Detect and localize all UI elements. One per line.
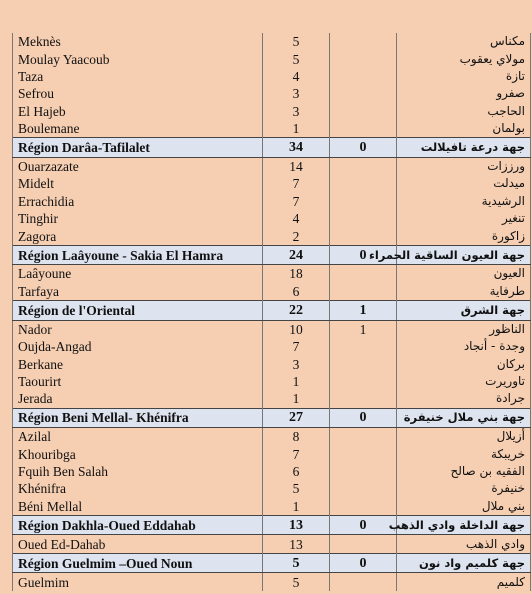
arabic-name-cell: بركان — [397, 355, 531, 372]
table-row — [13, 355, 531, 372]
arabic-name-cell: خنيفرة — [397, 480, 531, 497]
secondary-count-cell — [330, 498, 397, 516]
table-row — [13, 193, 531, 210]
secondary-count-cell: 0 — [330, 245, 397, 265]
count-cell: 7 — [263, 175, 330, 192]
count-cell: 1 — [263, 373, 330, 390]
secondary-count-cell — [330, 573, 397, 591]
arabic-name-cell: الرشيدية — [397, 193, 531, 210]
french-name-cell: Oujda-Angad — [13, 338, 263, 355]
secondary-count-cell — [330, 50, 397, 67]
count-cell: 2 — [263, 227, 330, 245]
french-name-cell: Région Beni Mellal- Khénifra — [13, 408, 263, 428]
arabic-name-cell: جهة الشرق — [397, 301, 531, 321]
secondary-count-cell: 1 — [330, 301, 397, 321]
french-name-cell: Fquih Ben Salah — [13, 463, 263, 480]
french-name-cell: Azilal — [13, 428, 263, 446]
arabic-name-cell: جهة بني ملال خنيفرة — [397, 408, 531, 428]
arabic-name-cell: جهة درعة تافيلالت — [397, 138, 531, 158]
secondary-count-cell — [330, 428, 397, 446]
table-row — [13, 320, 531, 338]
count-cell: 18 — [263, 265, 330, 283]
count-cell: 7 — [263, 193, 330, 210]
french-name-cell: Tarfaya — [13, 283, 263, 301]
secondary-count-cell — [330, 338, 397, 355]
french-name-cell: Zagora — [13, 227, 263, 245]
secondary-count-cell: 1 — [330, 320, 397, 338]
arabic-name-cell: الفقيه بن صالح — [397, 463, 531, 480]
count-cell: 5 — [263, 480, 330, 497]
secondary-count-cell — [330, 193, 397, 210]
french-name-cell: Béni Mellal — [13, 498, 263, 516]
secondary-count-cell — [330, 535, 397, 553]
count-cell: 5 — [263, 573, 330, 591]
arabic-name-cell: خريبكة — [397, 445, 531, 462]
secondary-count-cell — [330, 373, 397, 390]
table-row — [13, 283, 531, 301]
arabic-name-cell: جهة كلميم واد نون — [397, 553, 531, 573]
secondary-count-cell — [330, 157, 397, 175]
arabic-name-cell: الناظور — [397, 320, 531, 338]
table-row — [13, 210, 531, 227]
table-row — [13, 445, 531, 462]
count-cell: 10 — [263, 320, 330, 338]
count-cell: 5 — [263, 553, 330, 573]
arabic-name-cell: مكناس — [397, 33, 531, 50]
french-name-cell: Meknès — [13, 33, 263, 50]
secondary-count-cell — [330, 265, 397, 283]
secondary-count-cell: 0 — [330, 553, 397, 573]
french-name-cell: Région Guelmim –Oued Noun — [13, 553, 263, 573]
secondary-count-cell — [330, 355, 397, 372]
secondary-count-cell — [330, 120, 397, 138]
french-name-cell: Région de l'Oriental — [13, 301, 263, 321]
secondary-count-cell — [330, 390, 397, 408]
region-header-row — [13, 138, 531, 158]
arabic-name-cell: كلميم — [397, 573, 531, 591]
table-row — [13, 265, 531, 283]
count-cell: 1 — [263, 120, 330, 138]
french-name-cell: Guelmim — [13, 573, 263, 591]
table-row — [13, 480, 531, 497]
count-cell: 3 — [263, 85, 330, 102]
secondary-count-cell — [330, 480, 397, 497]
secondary-count-cell: 0 — [330, 138, 397, 158]
arabic-name-cell: مولاي يعقوب — [397, 50, 531, 67]
table-row — [13, 68, 531, 85]
count-cell: 3 — [263, 103, 330, 120]
table-body — [13, 33, 531, 591]
table-row — [13, 227, 531, 245]
french-name-cell: Midelt — [13, 175, 263, 192]
arabic-name-cell: طرفاية — [397, 283, 531, 301]
table-row — [13, 120, 531, 138]
count-cell: 13 — [263, 535, 330, 553]
secondary-count-cell — [330, 68, 397, 85]
count-cell: 13 — [263, 515, 330, 535]
regional-cases-table-wrapper — [12, 33, 526, 591]
arabic-name-cell: وجدة - أنجاد — [397, 338, 531, 355]
table-row — [13, 390, 531, 408]
arabic-name-cell: تازة — [397, 68, 531, 85]
french-name-cell: Khénifra — [13, 480, 263, 497]
region-header-row — [13, 245, 531, 265]
arabic-name-cell: زاكورة — [397, 227, 531, 245]
count-cell: 6 — [263, 463, 330, 480]
secondary-count-cell — [330, 445, 397, 462]
table-row — [13, 463, 531, 480]
french-name-cell: Moulay Yaacoub — [13, 50, 263, 67]
secondary-count-cell: 0 — [330, 515, 397, 535]
french-name-cell: Sefrou — [13, 85, 263, 102]
arabic-name-cell: الحاجب — [397, 103, 531, 120]
table-row — [13, 573, 531, 591]
table-row — [13, 157, 531, 175]
count-cell: 6 — [263, 283, 330, 301]
secondary-count-cell — [330, 463, 397, 480]
arabic-name-cell: ميدلت — [397, 175, 531, 192]
arabic-name-cell: أزيلال — [397, 428, 531, 446]
count-cell: 1 — [263, 498, 330, 516]
region-header-row — [13, 301, 531, 321]
table-row — [13, 338, 531, 355]
french-name-cell: Nador — [13, 320, 263, 338]
french-name-cell: Région Laâyoune - Sakia El Hamra — [13, 245, 263, 265]
count-cell: 4 — [263, 210, 330, 227]
french-name-cell: Ouarzazate — [13, 157, 263, 175]
french-name-cell: Errachidia — [13, 193, 263, 210]
count-cell: 14 — [263, 157, 330, 175]
arabic-name-cell: وادي الذهب — [397, 535, 531, 553]
count-cell: 4 — [263, 68, 330, 85]
french-name-cell: Laâyoune — [13, 265, 263, 283]
count-cell: 3 — [263, 355, 330, 372]
region-header-row — [13, 515, 531, 535]
arabic-name-cell: بولمان — [397, 120, 531, 138]
table-row — [13, 175, 531, 192]
french-name-cell: Tinghir — [13, 210, 263, 227]
table-row — [13, 33, 531, 50]
region-header-row — [13, 408, 531, 428]
count-cell: 5 — [263, 50, 330, 67]
table-row — [13, 85, 531, 102]
table-row — [13, 103, 531, 120]
secondary-count-cell — [330, 175, 397, 192]
arabic-name-cell: جهة العيون الساقية الحمراء — [397, 245, 531, 265]
count-cell: 34 — [263, 138, 330, 158]
count-cell: 1 — [263, 390, 330, 408]
table-row — [13, 50, 531, 67]
regional-cases-table — [12, 33, 531, 591]
table-row — [13, 535, 531, 553]
secondary-count-cell — [330, 283, 397, 301]
french-name-cell: Oued Ed-Dahab — [13, 535, 263, 553]
arabic-name-cell: جرادة — [397, 390, 531, 408]
table-row — [13, 428, 531, 446]
french-name-cell: Région Darâa-Tafilalet — [13, 138, 263, 158]
count-cell: 22 — [263, 301, 330, 321]
arabic-name-cell: ورززات — [397, 157, 531, 175]
secondary-count-cell — [330, 33, 397, 50]
secondary-count-cell — [330, 210, 397, 227]
count-cell: 7 — [263, 338, 330, 355]
french-name-cell: Région Dakhla-Oued Eddahab — [13, 515, 263, 535]
count-cell: 7 — [263, 445, 330, 462]
table-row — [13, 498, 531, 516]
secondary-count-cell — [330, 85, 397, 102]
arabic-name-cell: تنغير — [397, 210, 531, 227]
arabic-name-cell: صفرو — [397, 85, 531, 102]
french-name-cell: El Hajeb — [13, 103, 263, 120]
count-cell: 8 — [263, 428, 330, 446]
count-cell: 5 — [263, 33, 330, 50]
french-name-cell: Boulemane — [13, 120, 263, 138]
secondary-count-cell: 0 — [330, 408, 397, 428]
french-name-cell: Berkane — [13, 355, 263, 372]
secondary-count-cell — [330, 103, 397, 120]
arabic-name-cell: تاوريرت — [397, 373, 531, 390]
french-name-cell: Taza — [13, 68, 263, 85]
french-name-cell: Khouribga — [13, 445, 263, 462]
arabic-name-cell: بني ملال — [397, 498, 531, 516]
count-cell: 24 — [263, 245, 330, 265]
table-row — [13, 373, 531, 390]
secondary-count-cell — [330, 227, 397, 245]
arabic-name-cell: جهة الداخلة وادي الذهب — [397, 515, 531, 535]
count-cell: 27 — [263, 408, 330, 428]
arabic-name-cell: العيون — [397, 265, 531, 283]
french-name-cell: Taourirt — [13, 373, 263, 390]
region-header-row — [13, 553, 531, 573]
french-name-cell: Jerada — [13, 390, 263, 408]
